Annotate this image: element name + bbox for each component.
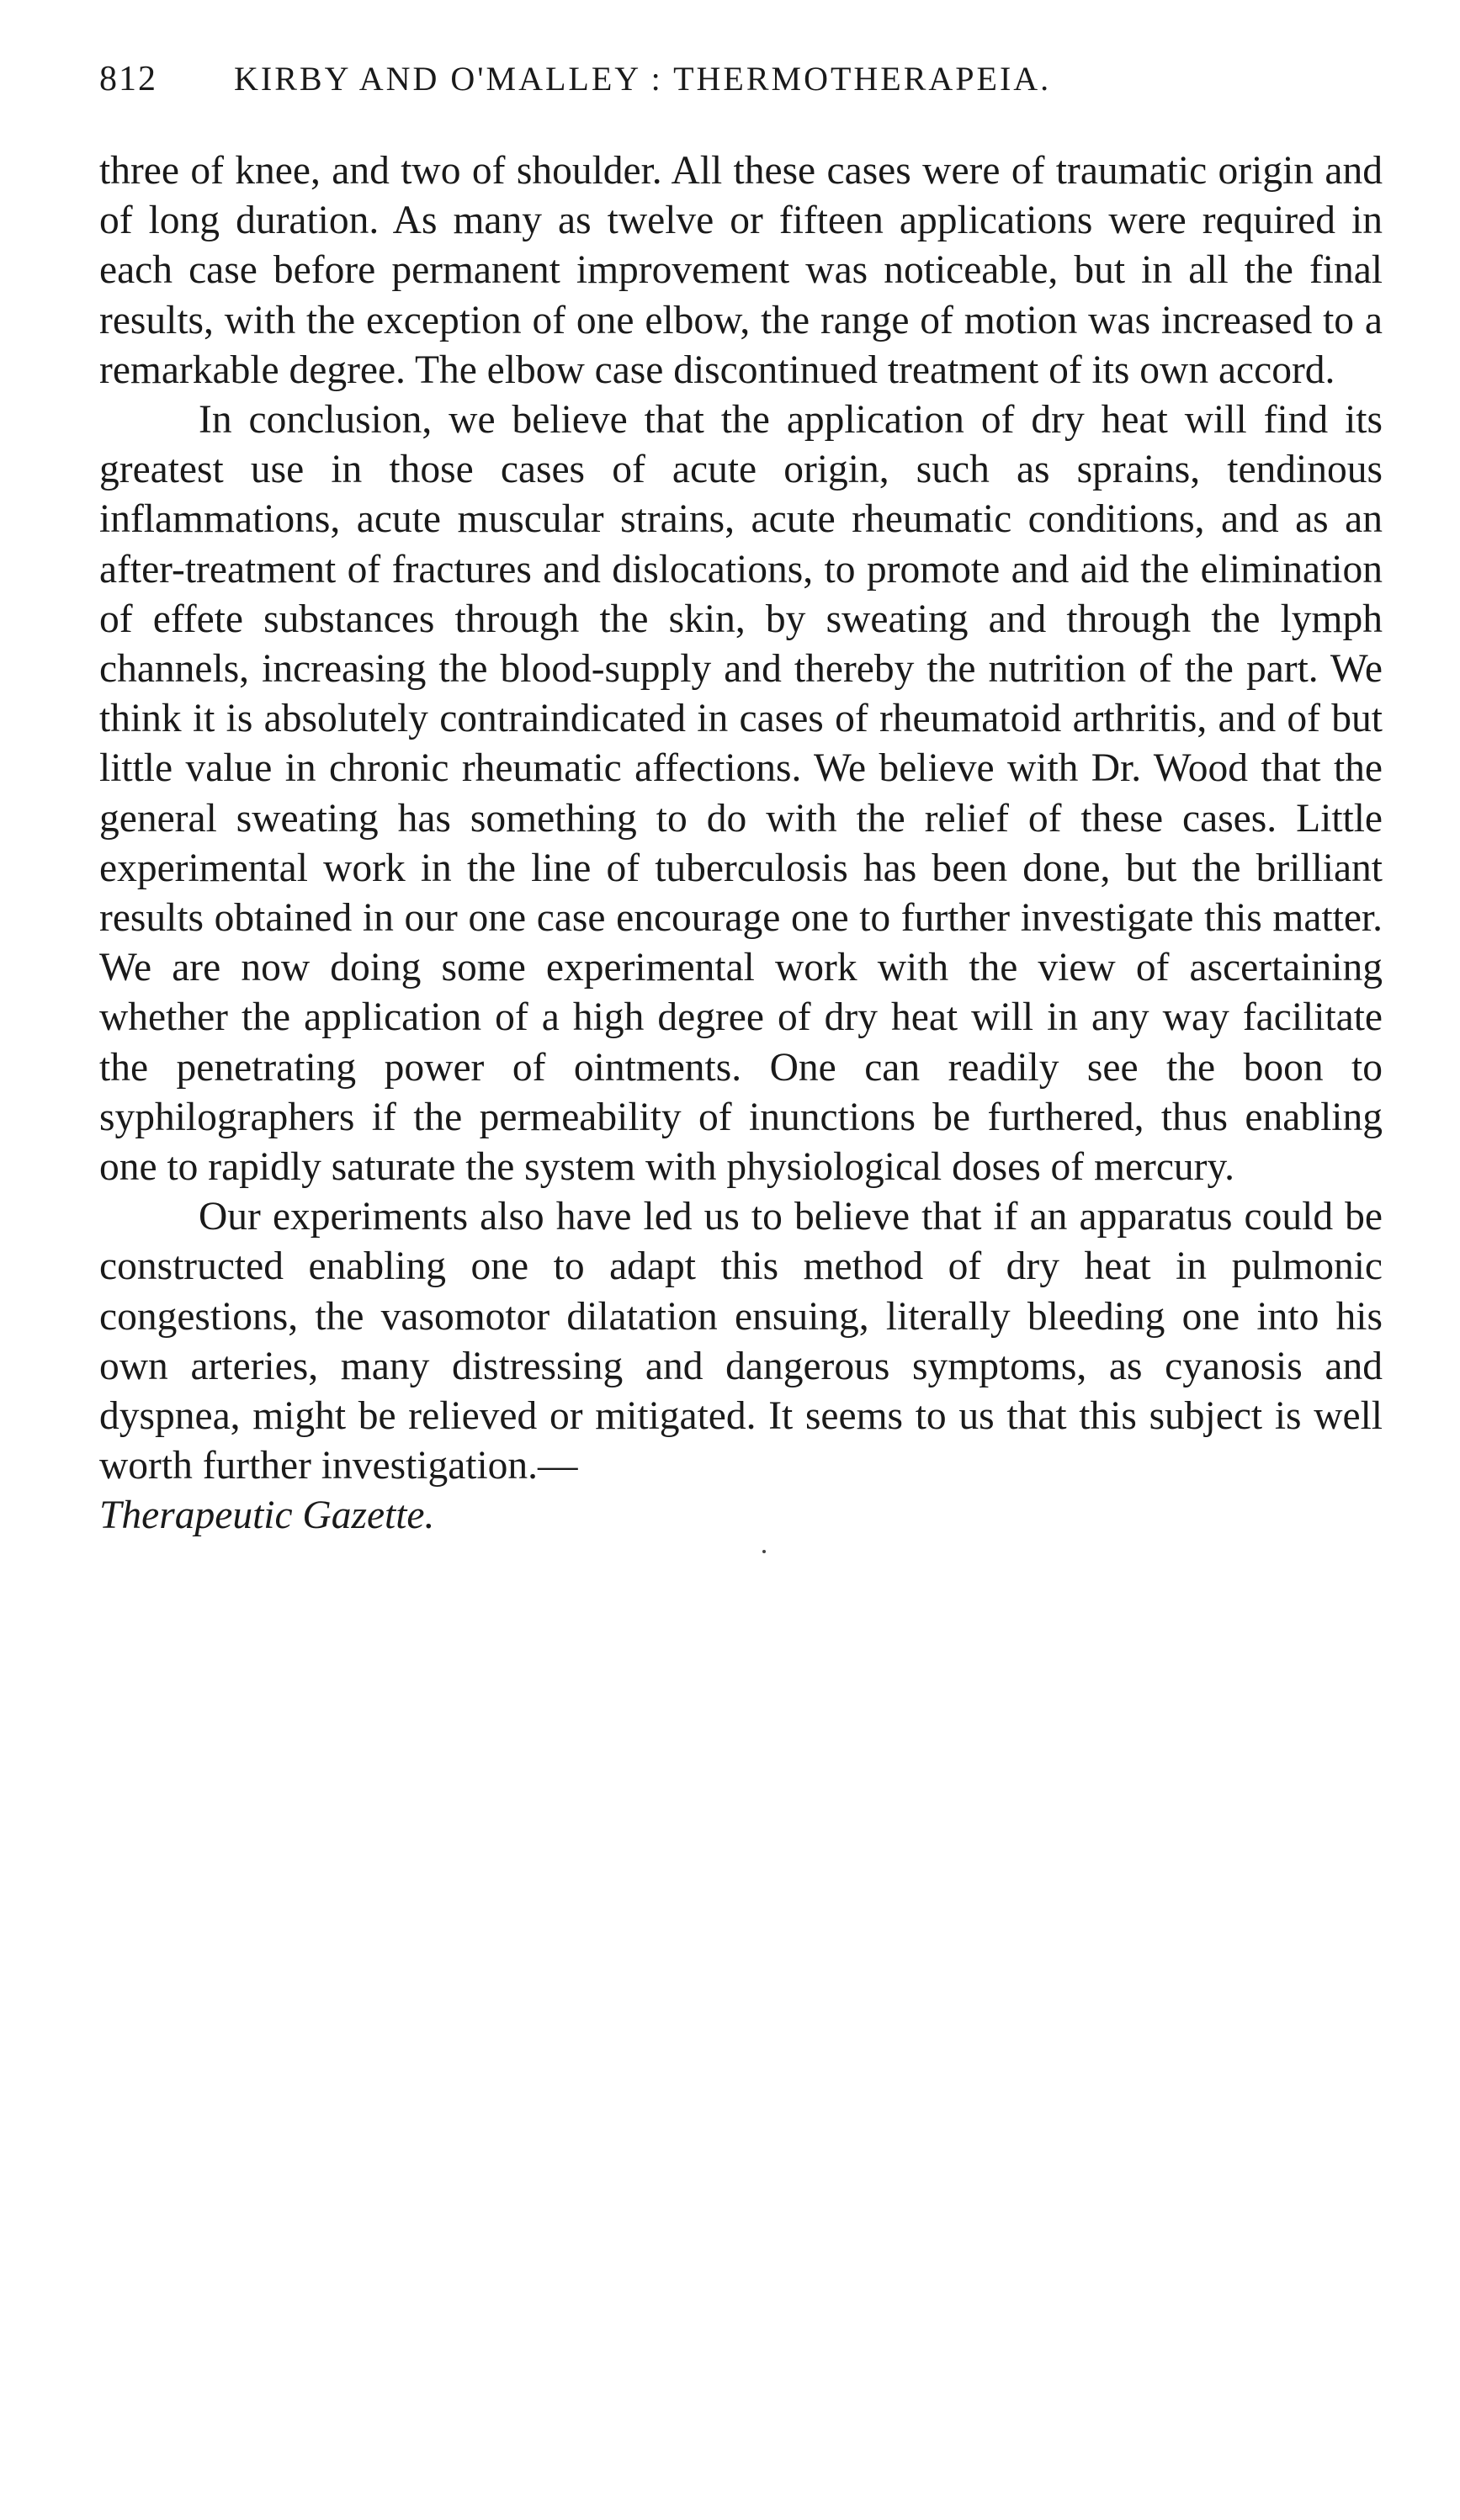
- source-citation: Therapeutic Gazette.: [99, 1493, 435, 1538]
- paragraph-continued: three of knee, and two of shoulder. All these cases were of traumatic origin and of long duration. As many as twelve or fifteen applications were required in each case before permanent improvement was noticeable, but in all the final results, with the exception of one elbow, the range of motion was increased to a remarkable degree. The elbow case discontinued treatment of its own accord.: [99, 149, 1383, 392]
- paragraph-experiments: [99, 1192, 1383, 1541]
- print-speck: [762, 1550, 766, 1553]
- running-head: [99, 59, 1383, 109]
- page-number: 812: [99, 60, 157, 98]
- article-body: [99, 146, 1383, 1541]
- page: [99, 59, 1383, 1541]
- paragraph-conclusion: In conclusion, we believe that the application of dry heat will find its greatest use in those cases of acute origin, such as sprains, tendinous inflammations, acute muscular strains, acute rheumatic conditions, and as an after-treatment of fractures and dislocations, to promote and aid the elimination of effete substances through the skin, by sweating and through the lymph channels, increasing the blood-supply and thereby the nutrition of the part. We think it is absolutely contraindicated in cases of rheumatoid arthritis, and of but little value in chronic rheumatic affections. We believe with Dr. Wood that the general sweating has something to do with the relief of these cases. Little experimental work in the line of tuberculosis has been done, but the brilliant results obtained in our one case encourage one to further investigate this matter. We are now doing some experimental work with the view of ascertaining whether the application of a high degree of dry heat will in any way facilitate the penetrating power of ointments. One can readily see the boon to syphilographers if the permeability of inunctions be furthered, thus enabling one to rapidly saturate the system with physiological doses of mercury.: [99, 398, 1383, 1190]
- paragraph-experiments-text: Our experiments also have led us to believe that if an apparatus could be constructed enabling one to adapt this method of dry heat in pulmonic congestions, the vasomotor dilatation ensuing, literally bleeding one into his own arteries, many distressing and dangerous symptoms, as cyanosis and dyspnea, might be relieved or mitigated. It seems to us that this subject is well worth further investigation.—: [99, 1195, 1383, 1488]
- running-head-title: KIRBY AND O'MALLEY : THERMOTHERAPEIA.: [234, 60, 1052, 98]
